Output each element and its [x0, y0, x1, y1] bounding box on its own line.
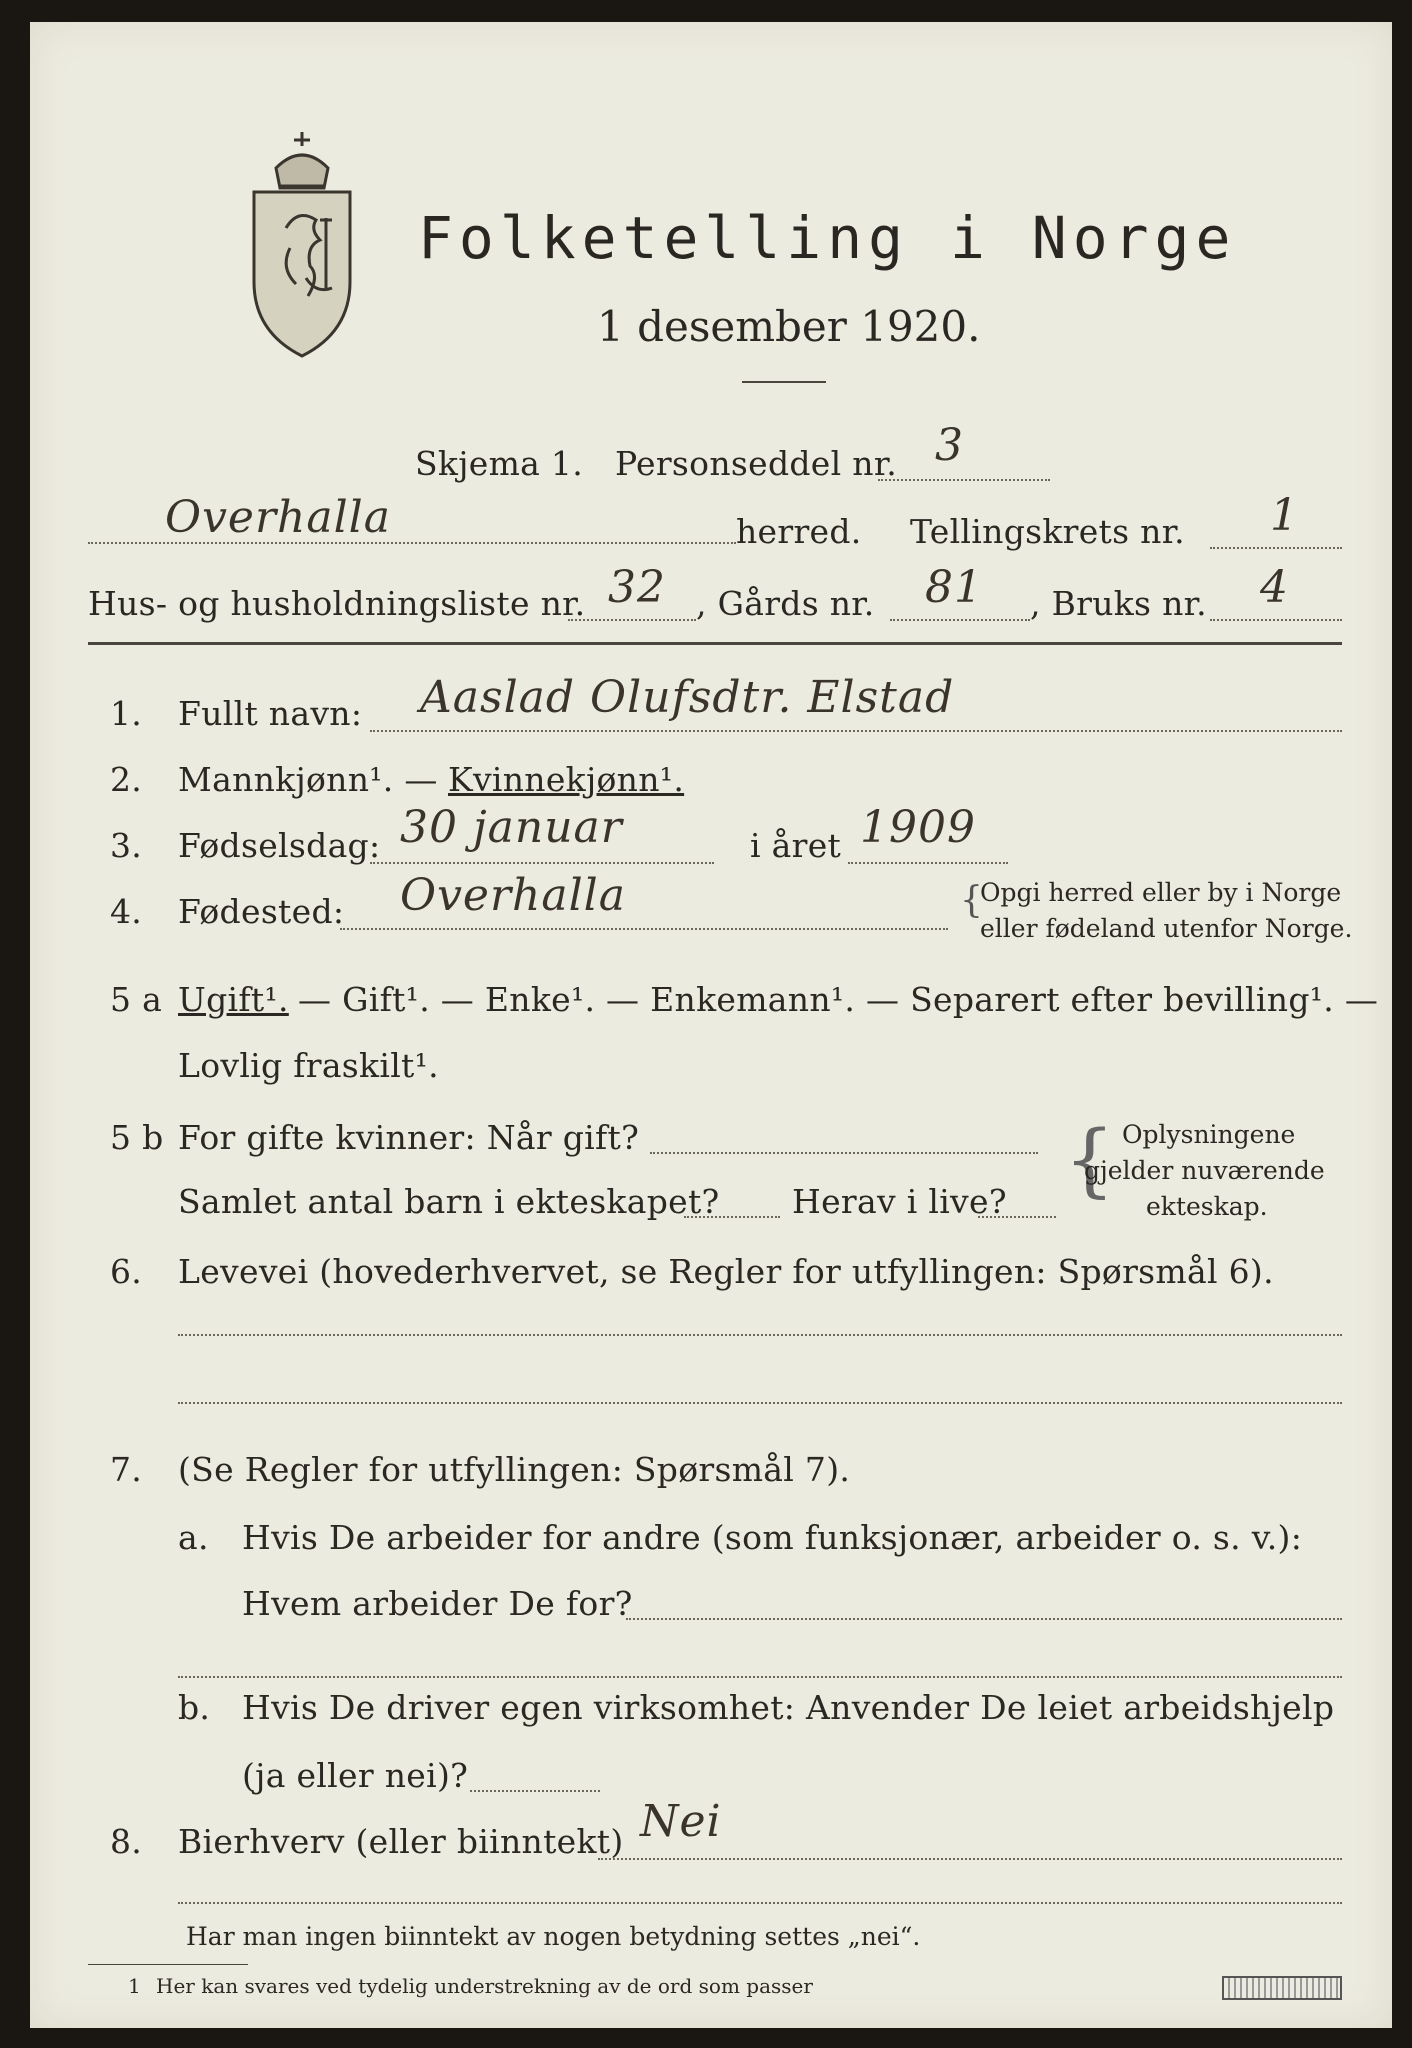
q7b-line1: Hvis De driver egen virksomhet: Anvender De leiet arbeidshjelp	[242, 1688, 1335, 1727]
q5b-ilive-label: Herav i live?	[792, 1182, 1007, 1221]
civil-status-options[interactable]: — Gift¹. — Enke¹. — Enkemann¹. — Separert efter bevilling¹. —	[298, 980, 1379, 1019]
q7b-line2: (ja eller nei)?	[242, 1756, 469, 1795]
footnote-mark: 1	[128, 1974, 141, 1998]
q7a-answer-line-2[interactable]	[178, 1676, 1342, 1678]
q4-number: 4.	[110, 892, 143, 931]
birthday-field[interactable]: 30 januar	[400, 802, 623, 853]
q7a-number: a.	[178, 1518, 209, 1557]
personseddel-field[interactable]: 3	[935, 420, 964, 471]
footnote-rule	[88, 1964, 248, 1965]
q5b-note-brace: {	[1064, 1113, 1115, 1206]
q5a-number: 5 a	[110, 980, 163, 1019]
q1-number: 1.	[110, 694, 143, 733]
q5b-note-line1: Oplysningene	[1122, 1120, 1296, 1149]
coat-of-arms-icon	[246, 128, 358, 360]
title-divider	[742, 381, 826, 383]
q8-answer-line-2[interactable]	[178, 1902, 1342, 1904]
biinntekt-note: Har man ingen biinntekt av nogen betydning settes „nei“.	[186, 1922, 921, 1951]
q7-label: (Se Regler for utfyllingen: Spørsmål 7).	[178, 1450, 851, 1489]
footnote-text: Her kan svares ved tydelig understrekning av de ord som passer	[156, 1974, 813, 1998]
tellingskrets-label: Tellingskrets nr.	[910, 512, 1185, 551]
full-name-field[interactable]: Aaslad Olufsdtr. Elstad	[420, 672, 955, 723]
fraskilt-option[interactable]: Lovlig fraskilt¹.	[178, 1046, 439, 1085]
header-rule	[88, 642, 1342, 645]
skjema-label: Skjema 1.	[415, 444, 584, 483]
q8-number: 8.	[110, 1822, 143, 1861]
q6-number: 6.	[110, 1252, 143, 1291]
q6-label: Levevei (hovederhvervet, se Regler for utfyllingen: Spørsmål 6).	[178, 1252, 1274, 1291]
q4-note-line1: Opgi herred eller by i Norge	[980, 878, 1342, 907]
q4-note-line2: eller fødeland utenfor Norge.	[980, 914, 1353, 943]
q8-label: Bierhverv (eller biinntekt)	[178, 1822, 624, 1861]
q5b-barn-label: Samlet antal barn i ekteskapet?	[178, 1182, 720, 1221]
bruks-label: , Bruks nr.	[1030, 584, 1207, 623]
husholdningsliste-field[interactable]: 32	[608, 562, 666, 613]
q7b-number: b.	[178, 1688, 211, 1727]
bierhverv-field[interactable]: Nei	[640, 1796, 722, 1847]
herred-field[interactable]: Overhalla	[165, 492, 391, 543]
gards-label: , Gårds nr.	[696, 584, 875, 623]
q6-answer-line-1[interactable]	[178, 1334, 1342, 1336]
q7b-answer-line[interactable]	[470, 1790, 600, 1792]
q5b-line1: For gifte kvinner: Når gift?	[178, 1118, 640, 1157]
birth-year-field[interactable]: 1909	[860, 802, 976, 853]
form-title: Folketelling i Norge	[418, 204, 1237, 272]
q7a-line2: Hvem arbeider De for?	[242, 1584, 633, 1623]
birthplace-field[interactable]: Overhalla	[400, 870, 626, 921]
q5b-note-line3: ekteskap.	[1146, 1192, 1268, 1221]
q2-number: 2.	[110, 760, 143, 799]
census-form-sheet	[30, 22, 1392, 2028]
printer-stamp-icon	[1222, 1976, 1342, 2000]
q1-label: Fullt navn:	[178, 694, 363, 733]
herred-label: herred.	[736, 512, 862, 551]
tellingskrets-field[interactable]: 1	[1270, 490, 1299, 541]
ugift-option[interactable]: Ugift¹.	[178, 980, 289, 1019]
form-date: 1 desember 1920.	[597, 302, 981, 351]
q4-label: Fødested:	[178, 892, 345, 931]
q5b-note-line2: gjelder nuværende	[1084, 1156, 1325, 1185]
husholdningsliste-label: Hus- og husholdningsliste nr.	[88, 584, 586, 623]
gards-field[interactable]: 81	[925, 562, 983, 613]
q7-number: 7.	[110, 1450, 143, 1489]
bruks-field[interactable]: 4	[1260, 562, 1289, 613]
q7a-line1: Hvis De arbeider for andre (som funksjonær, arbeider o. s. v.):	[242, 1518, 1303, 1557]
kvinnekjonn-option[interactable]: Kvinnekjønn¹.	[448, 760, 685, 799]
q6-answer-line-2[interactable]	[178, 1402, 1342, 1404]
q3-label: Fødselsdag:	[178, 826, 381, 865]
q5b-number: 5 b	[110, 1118, 164, 1157]
mannkjonn-option[interactable]: Mannkjønn¹. —	[178, 760, 438, 799]
personseddel-label: Personseddel nr.	[615, 444, 898, 483]
q7a-answer-line[interactable]	[626, 1618, 1342, 1620]
q4-note-brace: {	[960, 880, 983, 921]
q3-number: 3.	[110, 826, 143, 865]
aaret-label: i året	[750, 826, 842, 865]
